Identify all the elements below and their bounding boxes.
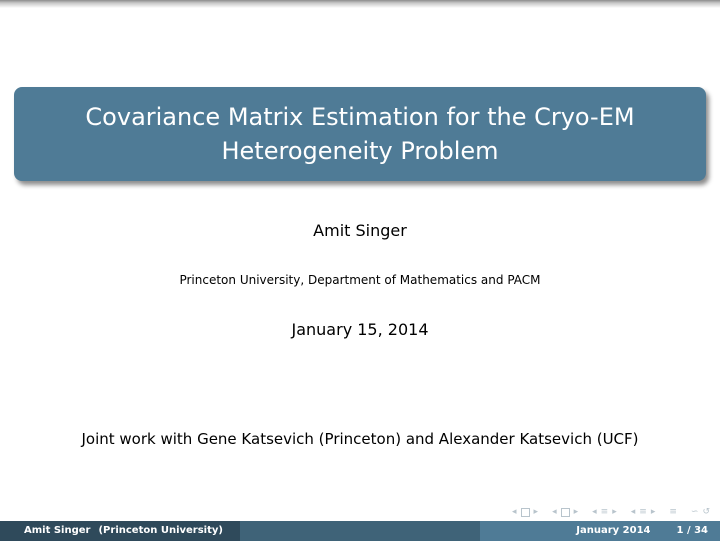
footer-institute: (Princeton University) [98, 525, 223, 536]
nav-subsection-icon[interactable]: ≡ [600, 507, 609, 517]
nav-search-icon[interactable]: ∽ [690, 507, 699, 517]
nav-back-forward-icon[interactable]: ↺ [702, 507, 710, 517]
title-block [14, 87, 706, 181]
footer-page-number: 1 / 34 [676, 525, 708, 536]
beamer-navigation-bar [512, 505, 710, 519]
joint-work-note: Joint work with Gene Katsevich (Princeton) and Alexander Katsevich (UCF) [81, 430, 639, 448]
nav-subsection-right-icon[interactable]: ▸ [612, 507, 617, 517]
presentation-date: January 15, 2014 [291, 320, 429, 339]
nav-align-icon[interactable]: ≡ [669, 507, 677, 517]
footer-title-section [240, 521, 480, 541]
nav-section-left-icon[interactable]: ◂ [630, 507, 636, 517]
footer-date-section [480, 521, 720, 541]
title-line-1: Covariance Matrix Estimation for the Cryo-EM [85, 103, 635, 131]
footer-bar [0, 521, 720, 541]
nav-section-icon[interactable]: ≡ [639, 507, 647, 517]
footer-author: Amit Singer [24, 525, 91, 536]
footer-author-section [0, 521, 240, 541]
nav-frame-right-icon[interactable]: ▸ [573, 507, 579, 517]
institute: Princeton University, Department of Mathematics and PACM [179, 273, 541, 287]
nav-frame-icon[interactable] [561, 508, 570, 517]
title-line-2: Heterogeneity Problem [221, 137, 499, 165]
top-edge-shadow [0, 0, 720, 8]
nav-frame-left-icon[interactable]: ◂ [552, 507, 557, 517]
nav-slide-icon[interactable] [521, 508, 530, 517]
author-name: Amit Singer [313, 221, 407, 240]
nav-section-right-icon[interactable]: ▸ [650, 507, 656, 517]
nav-slide-left-icon[interactable]: ◂ [512, 507, 517, 517]
nav-slide-right-icon[interactable]: ▸ [533, 507, 539, 517]
nav-subsection-left-icon[interactable]: ◂ [592, 507, 597, 517]
footer-date: January 2014 [576, 525, 651, 536]
